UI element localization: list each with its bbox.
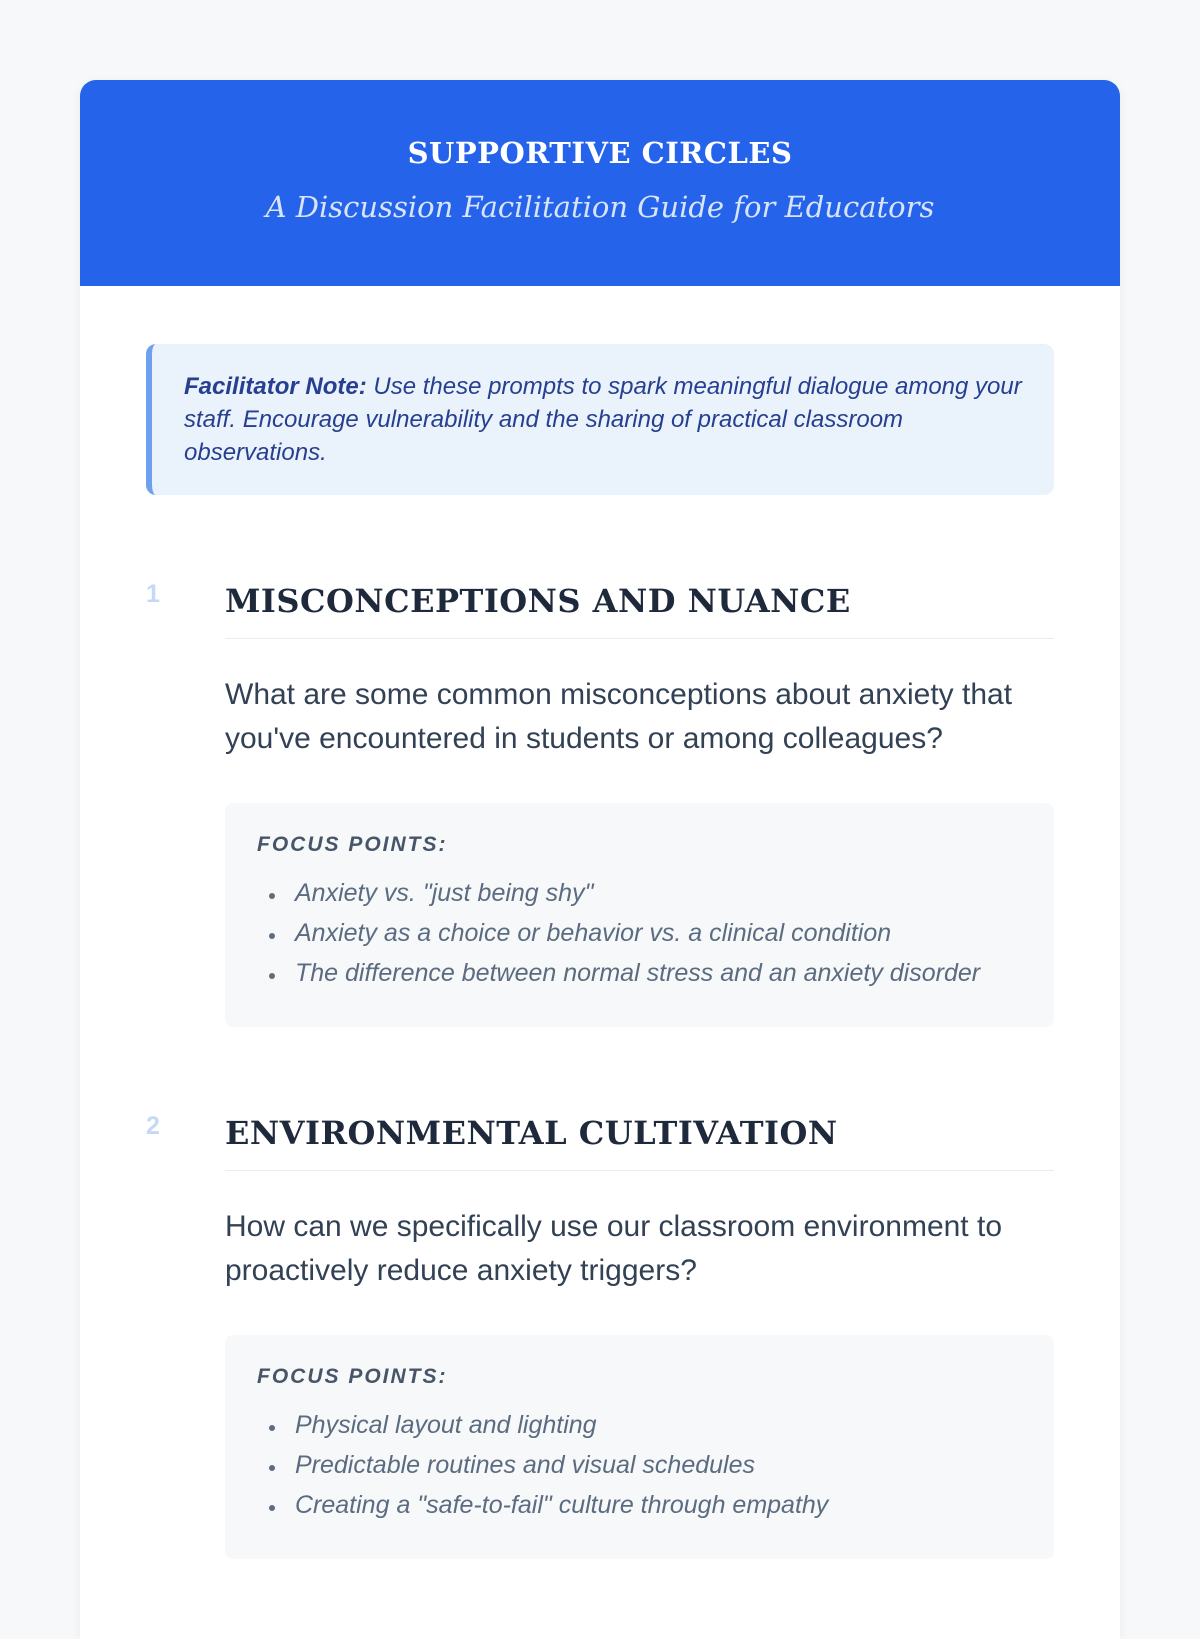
section-2-focus-box — [225, 1335, 1054, 1559]
focus-point-item: • The difference between normal stress and an anxiety disorder — [287, 953, 1022, 993]
section-1-focus-label: FOCUS POINTS: — [257, 833, 448, 856]
focus-point-item: • Predictable routines and visual schedules — [287, 1445, 1022, 1485]
section-2-title: ENVIRONMENTAL CULTIVATION — [225, 1112, 1054, 1171]
facilitator-note-label: Facilitator Note: — [184, 373, 367, 400]
section-1-question: What are some common misconceptions about anxiety that you've encountered in students or among colleagues? — [225, 678, 1013, 755]
section-2-body — [225, 1112, 1054, 1559]
section-1-number: 1 — [146, 580, 160, 608]
page-subtitle: A Discussion Facilitation Guide for Educators — [265, 190, 935, 224]
focus-point-item: • Physical layout and lighting — [287, 1405, 1022, 1445]
section-1-title: MISCONCEPTIONS AND NUANCE — [225, 580, 1054, 639]
focus-point-item: • Anxiety as a choice or behavior vs. a clinical condition — [287, 913, 1022, 953]
facilitator-note — [146, 344, 1054, 495]
section-2 — [146, 1112, 1054, 1559]
section-1-focus-box — [225, 803, 1054, 1027]
section-2-focus-list — [257, 1405, 1022, 1525]
section-1-focus-list — [257, 873, 1022, 993]
section-1-body — [225, 580, 1054, 1027]
section-1 — [146, 580, 1054, 1027]
section-2-question: How can we specifically use our classroom environment to proactively reduce anxiety triggers? — [225, 1210, 1002, 1287]
facilitator-note-text: Use these prompts to spark meaningful dialogue among your staff. Encourage vulnerability and the sharing of practical classroom observations. — [184, 373, 1022, 466]
focus-point-item: • Anxiety vs. "just being shy" — [287, 873, 1022, 913]
document-header — [80, 80, 1120, 286]
focus-point-item: • Creating a "safe-to-fail" culture through empathy — [287, 1485, 1022, 1525]
document-card — [80, 80, 1120, 1639]
page-title: SUPPORTIVE CIRCLES — [407, 136, 793, 170]
section-2-number: 2 — [146, 1112, 160, 1140]
section-2-focus-label: FOCUS POINTS: — [257, 1365, 448, 1388]
document-content — [80, 286, 1120, 1639]
